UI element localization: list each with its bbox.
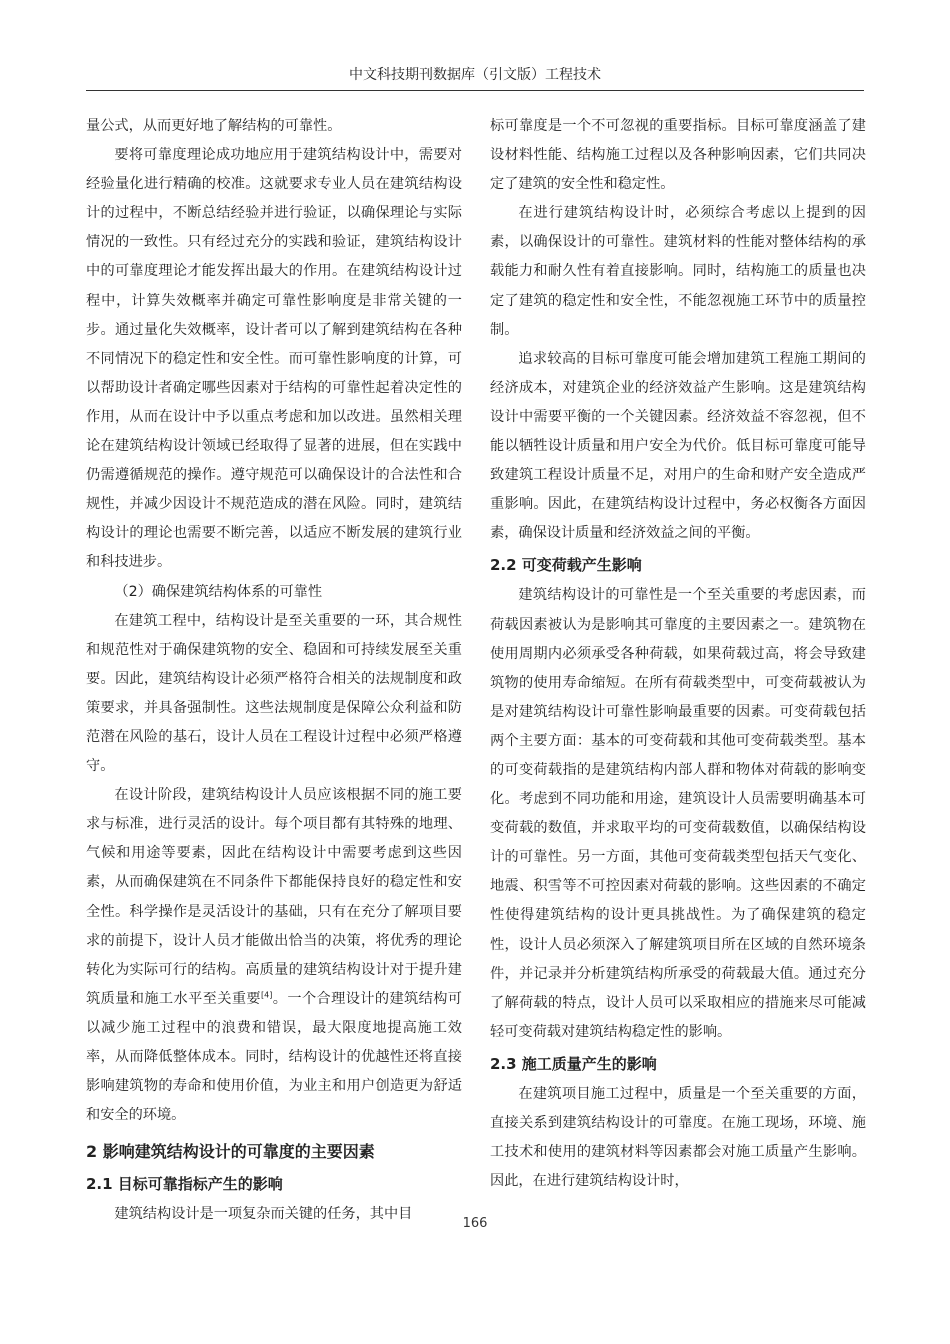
paragraph (86, 781, 462, 1130)
subsection-heading: 2.3 施工质量产生的影响 (490, 1054, 657, 1073)
paragraph: 在建筑项目施工过程中，质量是一个至关重要的方面，直接关系到建筑结构设计的可靠度。在施工现场，环境、施工技术和使用的建筑材料等因素都会对施工质量产生影响。因此，在进行建筑结构设计时， (490, 1085, 866, 1190)
journal-title: 中文科技期刊数据库（引文版）工程技术 (349, 67, 601, 83)
paragraph: 追求较高的目标可靠度可能会增加建筑工程施工期间的经济成本，对建筑企业的经济效益产生影响。这是建筑结构设计中需要平衡的一个关键因素。经济效益不容忽视，但不能以牺牲设计质量和用户安全为代价。低目标可靠度可能导致建筑工程设计质量不足，对用户的生命和财产安全造成严重影响。因此，在建筑结构设计过程中，务必权衡各方面因素，确保设计质量和经济效益之间的平衡。 (490, 350, 866, 542)
subsection-label: （2）确保建筑结构体系的可靠性 (114, 583, 323, 600)
page-number: 166 (462, 1216, 488, 1231)
subsection-heading: 2.2 可变荷载产生影响 (490, 556, 642, 575)
paragraph: 量公式，从而更好地了解结构的可靠性。 (86, 118, 342, 134)
citation-ref: [4] (261, 990, 273, 1000)
paragraph-text: 。一个合理设计的建筑结构可以减少施工过程中的浪费和错误，最大限度地提高施工效率，从而降低整体成本。同时，结构设计的优越性还将直接影响建筑物的寿命和使用价值，为业主和用户创造更为舒适和安全的环境。 (86, 990, 462, 1124)
subsection-heading: 2.1 目标可靠指标产生的影响 (86, 1175, 283, 1194)
paragraph: 要将可靠度理论成功地应用于建筑结构设计中，需要对经验量化进行精确的校准。这就要求专业人员在建筑结构设计的过程中，不断总结经验并进行验证，以确保理论与实际情况的一致性。只有经过充分的实践和验证，建筑结构设计中的可靠度理论才能发挥出最大的作用。在建筑结构设计过程中，计算失效概率并确定可靠性影响度是非常关键的一步。通过量化失效概率，设计者可以了解到建筑结构在各种不同情况下的稳定性和安全性。而可靠性影响度的计算，可以帮助设计者确定哪些因素对于结构的可靠性起着决定性的作用，从而在设计中予以重点考虑和加以改进。虽然相关理论在建筑结构设计领域已经取得了显著的进展，但在实践中仍需遵循规范的操作。遵守规范可以确保设计的合法性和合规性，并减少因设计不规范造成的潜在风险。同时，建筑结构设计的理论也需要不断完善，以适应不断发展的建筑行业和科技进步。 (86, 147, 462, 571)
section-heading: 2 影响建筑结构设计的可靠度的主要因素 (86, 1142, 375, 1162)
paragraph: 在进行建筑结构设计时，必须综合考虑以上提到的因素，以确保设计的可靠性。建筑材料的性能对整体结构的承载能力和耐久性有着直接影响。同时，结构施工的质量也决定了建筑的稳定性和安全性，不能忽视施工环节中的质量控制。 (490, 205, 866, 338)
right-column (490, 112, 866, 1196)
left-column (86, 112, 462, 1229)
paragraph: 在建筑工程中，结构设计是至关重要的一环，其合规性和规范性对于确保建筑物的安全、稳固和可持续发展至关重要。因此，建筑结构设计必须严格符合相关的法规制度和政策要求，并具备强制性。这些法规制度是保障公众利益和防范潜在风险的基石，设计人员在工程设计过程中必须严格遵守。 (86, 612, 462, 775)
running-header (86, 60, 864, 91)
paragraph-text: 在设计阶段，建筑结构设计人员应该根据不同的施工要求与标准，进行灵活的设计。每个项目都有其特殊的地理、气候和用途等要素，因此在结构设计中需要考虑到这些因素，从而确保建筑在不同条件下都能保持良好的稳定性和安全性。科学操作是灵活设计的基础，只有在充分了解项目要求的前提下，设计人员才能做出恰当的决策，将优秀的理论转化为实际可行的结构。高质量的建筑结构设计对于提升建筑质量和施工水平至关重要 (86, 787, 462, 1007)
paragraph: 标可靠度是一个不可忽视的重要指标。目标可靠度涵盖了建设材料性能、结构施工过程以及各种影响因素，它们共同决定了建筑的安全性和稳定性。 (490, 118, 866, 193)
paragraph: 建筑结构设计是一项复杂而关键的任务，其中目 (114, 1206, 413, 1223)
paragraph: 建筑结构设计的可靠性是一个至关重要的考虑因素，而荷载因素被认为是影响其可靠度的主要因素之一。建筑物在使用周期内必须承受各种荷载，如果荷载过高，将会导致建筑物的使用寿命缩短。在所有荷载类型中，可变荷载被认为是对建筑结构设计可靠性影响最重要的因素。可变荷载包括两个主要方面：基本的可变荷载和其他可变荷载类型。基本的可变荷载指的是建筑结构内部人群和物体对荷载的影响变化。考虑到不同功能和用途，建筑设计人员需要明确基本可变荷载的数值，并求取平均的可变荷载数值，以确保结构设计的可靠性。另一方面，其他可变荷载类型包括天气变化、地震、积雪等不可控因素对荷载的影响。这些因素的不确定性使得建筑结构的设计更具挑战性。为了确保建筑的稳定性，设计人员必须深入了解建筑项目所在区域的自然环境条件，并记录并分析建筑结构所承受的荷载最大值。通过充分了解荷载的特点，设计人员可以采取相应的措施来尽可能减轻可变荷载对建筑结构稳定性的影响。 (490, 587, 866, 1040)
